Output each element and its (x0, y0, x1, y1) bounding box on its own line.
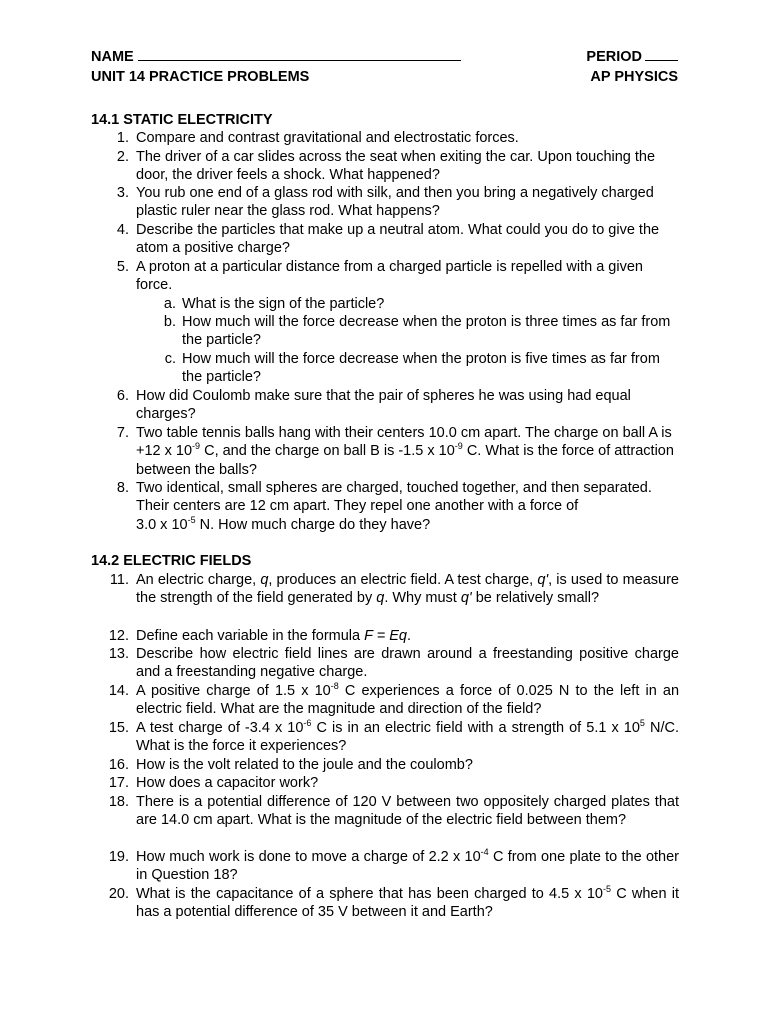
course-label: AP PHYSICS (590, 69, 678, 85)
question-3 (91, 184, 679, 221)
sub-letter: b. (163, 314, 176, 330)
question-4 (91, 221, 679, 258)
name-blank (138, 47, 461, 61)
question-11 (91, 571, 679, 608)
question-number: 14. (108, 683, 129, 699)
question-text: How did Coulomb make sure that the pair of spheres he was using had equal charges? (136, 388, 631, 423)
unit-title: UNIT 14 PRACTICE PROBLEMS (91, 69, 310, 85)
question-number: 7. (116, 425, 129, 441)
question-number: 20. (108, 886, 129, 902)
question-18 (91, 793, 679, 830)
question-text: How is the volt related to the joule and the coulomb? (136, 757, 473, 773)
question-number: 12. (108, 628, 129, 644)
name-label: NAME (91, 49, 134, 65)
question-text: Compare and contrast gravitational and electrostatic forces. (136, 130, 519, 146)
question-number: 1. (116, 130, 129, 146)
question-number: 8. (116, 480, 129, 496)
question-number: 18. (108, 794, 129, 810)
question-text: Two table tennis balls hang with their centers 10.0 cm apart. The charge on ball A is +12 x $10^{-9}$ C, and the charge on ball B is -1.5 x $10^{-9}$ C. What is the force of attraction between the balls? (136, 425, 674, 478)
question-14 (91, 682, 679, 719)
question-number: 2. (116, 149, 129, 165)
sub-text: How much will the force decrease when the proton is five times as far from the particle? (182, 351, 660, 386)
question-20 (91, 885, 679, 922)
question-text: Two identical, small spheres are charged, touched together, and then separated. Their centers are 12 cm apart. They repel one another with a force of 3.0 x $10^{-5}$ N. How much charge do they have? (136, 480, 652, 533)
question-number: 4. (116, 222, 129, 238)
question-text: How does a capacitor work? (136, 775, 319, 791)
section-title-static-electricity: 14.1 STATIC ELECTRICITY (91, 112, 273, 128)
sub-text: What is the sign of the particle? (182, 296, 385, 312)
period-blank (645, 47, 678, 61)
question-number: 3. (116, 185, 129, 201)
question-number: 16. (108, 757, 129, 773)
question-text: You rub one end of a glass rod with silk, and then you bring a negatively charged plastic ruler near the glass rod. What happens? (136, 185, 654, 220)
question-text: There is a potential difference of 120 V between two oppositely charged plates that are 14.0 cm apart. What is the magnitude of the electric field between them? (136, 794, 679, 829)
question-1 (91, 129, 679, 147)
question-5c (155, 350, 679, 387)
question-2 (91, 148, 679, 185)
question-5a (155, 295, 679, 313)
question-number: 5. (116, 259, 129, 275)
question-number: 15. (108, 720, 129, 736)
question-text: Define each variable in the formula F = Eq. (136, 628, 411, 644)
section-title-electric-fields: 14.2 ELECTRIC FIELDS (91, 553, 252, 569)
sub-letter: a. (163, 296, 176, 312)
question-text: A proton at a particular distance from a charged particle is repelled with a given force. (136, 259, 643, 294)
question-text: A test charge of -3.4 x $10^{-6}$ C is in an electric field with a strength of 5.1 x $10^5$ N/C. What is the force it experiences? (136, 718, 679, 755)
question-number: 19. (108, 849, 129, 865)
question-19 (91, 848, 679, 885)
question-number: 17. (108, 775, 129, 791)
question-text: Describe how electric field lines are drawn around a freestanding positive charge and a freestanding negative charge. (136, 646, 679, 681)
question-number: 6. (116, 388, 129, 404)
question-number: 13. (108, 646, 129, 662)
question-12 (91, 627, 679, 645)
question-text: How much work is done to move a charge of 2.2 x $10^{-4}$ C from one plate to the other in Question 18? (136, 847, 680, 884)
question-8 (91, 479, 679, 534)
question-5b (155, 313, 679, 350)
question-6 (91, 387, 679, 424)
question-17 (91, 774, 679, 792)
question-15 (91, 719, 679, 756)
question-text: The driver of a car slides across the seat when exiting the car. Upon touching the door, the driver feels a shock. What happened? (136, 149, 656, 184)
question-13 (91, 645, 679, 682)
question-text: Describe the particles that make up a neutral atom. What could you do to give the atom a positive charge? (136, 222, 660, 257)
question-5 (91, 258, 679, 295)
sub-letter: c. (164, 351, 176, 367)
sub-text: How much will the force decrease when the proton is three times as far from the particle? (182, 314, 671, 349)
question-text: A positive charge of 1.5 x $10^{-8}$ C experiences a force of 0.025 N to the left in an electric field. What are the magnitude and direction of the field? (136, 681, 680, 718)
period-label: PERIOD (586, 49, 642, 65)
header-row-2 (91, 68, 678, 86)
question-16 (91, 756, 679, 774)
period-group (586, 47, 678, 66)
question-number: 11. (109, 572, 129, 588)
header-row-1 (91, 47, 678, 66)
question-7 (91, 424, 679, 479)
question-text: What is the capacitance of a sphere that has been charged to 4.5 x $10^{-5}$ C when it has a potential difference of 35 V between it and Earth? (136, 884, 679, 921)
question-text: An electric charge, q, produces an electric field. A test charge, q', is used to measure the strength of the field generated by q. Why must q' be relatively small? (136, 572, 679, 607)
